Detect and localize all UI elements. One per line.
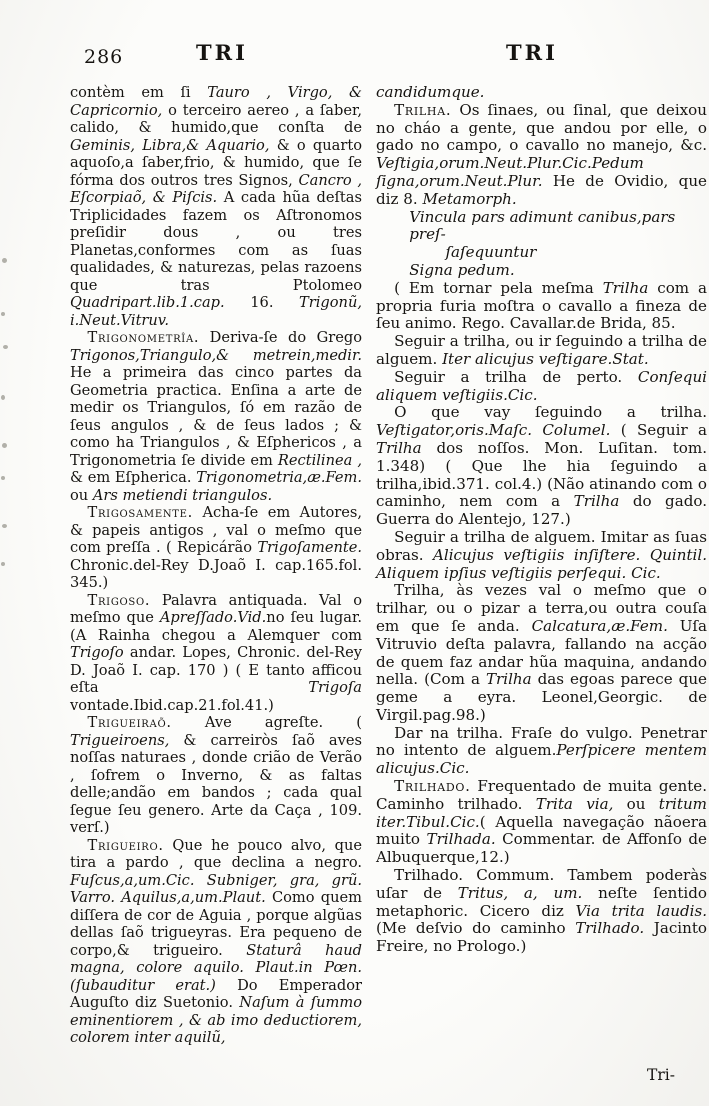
- body-text: Trilha, às vezes val o meſmo que o trilhar, ou o pizar a terra,ou outra couſa em que ſe anda.: [376, 581, 707, 635]
- body-text: & em Eſpherica.: [70, 469, 197, 486]
- body-text: contèm em ſi: [70, 84, 208, 101]
- latin-citation: Iter alicujus veſtigare.Stat.: [442, 349, 649, 368]
- body-text: do gado. Guerra do Alentejo, 127.): [376, 492, 707, 529]
- column-left: [70, 84, 362, 1047]
- body-text: Os ſinaes, ou ſinal, que deixou no cháo a gente, que andou por elle, o gado no campo, o cavallo no manejo, &c.: [376, 100, 707, 155]
- page-number: 286: [84, 46, 124, 68]
- latin-citation: Calcatura,æ.Fem.: [531, 616, 668, 635]
- latin-citation: Signa pedum.: [409, 260, 515, 279]
- latin-citation: tritum iter.Tibul.Cic.: [376, 794, 707, 831]
- latin-citation: Tritus, a, um.: [457, 883, 583, 902]
- latin-citation: Trigoſo: [70, 644, 124, 661]
- latin-citation: Ars metiendi triangulos.: [92, 486, 273, 504]
- verse-line: [376, 209, 707, 245]
- paragraph: [376, 529, 707, 582]
- latin-citation: Trilha: [602, 278, 649, 297]
- running-head-left: TRI: [196, 40, 248, 65]
- body-text: (Me deſvio do caminho: [376, 919, 576, 938]
- paragraph: [376, 280, 707, 333]
- latin-citation: candidumque.: [376, 83, 485, 101]
- body-text: no ſeu lugar. (A Rainha chegou a Alemquer com: [70, 609, 362, 644]
- body-text: o terceiro aereo , a ſaber, calido, & humido,que conſta de: [70, 101, 362, 136]
- latin-citation: Via trita laudis.: [575, 901, 707, 920]
- scan-speck: [1, 312, 5, 316]
- body-text: Frequentado de muita gente. Caminho trilhado.: [376, 777, 707, 813]
- latin-citation: Vincula pars adimunt canibus,pars preſ-: [409, 207, 676, 244]
- latin-citation: Fuſcus,a,um.Cic. Subniger, gra, grũ. Varro. Aquilus,a,um.Plaut.: [70, 871, 362, 906]
- latin-citation: Apreſſado.Vid.: [159, 609, 267, 626]
- body-text: A cada hũa deſtas Triplicidades fazem os Aſtronomos preſidir dous , ou tres Planetas,conformes com as ſuas qualidades, & naturezas, pelas razoens que tras Ptolomeo: [70, 189, 362, 294]
- entry-headword: Trilha.: [394, 100, 452, 119]
- latin-citation: Trigonos,Triangulo,& metrein,medir.: [70, 346, 362, 364]
- body-text: Que he pouco alvo, que tira a pardo , que declina a negro.: [70, 836, 362, 871]
- latin-citation: Tauro , Virgo, & Capricornio,: [70, 84, 362, 119]
- latin-citation: Trita via,: [535, 794, 614, 813]
- entry-headword: Trigoso.: [87, 591, 151, 609]
- paragraph: [70, 592, 362, 715]
- latin-citation: Trilha: [376, 438, 422, 457]
- scan-speck: [2, 258, 7, 263]
- body-text: vontade.Ibid.cap.21.fol.41.): [70, 696, 274, 714]
- body-text: Palavra antiquada. Val o meſmo que: [70, 591, 362, 626]
- latin-citation: Conſequi aliquem veſtigiis.Cic.: [376, 367, 707, 404]
- body-text: neſte ſentido metaphoric. Cicero diz: [376, 883, 708, 920]
- entry-headword: Trigonometrîa.: [87, 329, 200, 346]
- body-text: Acha-ſe em Autores, & papeis antigos , val o meſmo que com preſſa . ( Repicárão: [70, 504, 362, 556]
- latin-citation: Trigueiroens,: [70, 731, 170, 749]
- column-right: [376, 84, 707, 1047]
- running-head-right: TRI: [506, 40, 558, 65]
- entry-headword: Trigueiro.: [87, 836, 164, 854]
- paragraph: [376, 404, 707, 529]
- verse-line: [376, 244, 707, 262]
- body-text: ou: [70, 486, 93, 504]
- scan-speck: [1, 476, 5, 480]
- latin-citation: Staturâ haud magna, colore aquilo. Plaut.in Pœn. (ſubauditur erat.): [70, 941, 362, 994]
- scan-speck: [1, 395, 5, 400]
- paragraph: [376, 369, 707, 405]
- body-text: ( Aquella navegação nãoera muito: [376, 812, 707, 849]
- body-text: He a primeira das cinco partes da Geometria practica. Enſina a arte de medir os Triangulos, ſó em razão de ſeus angulos , & de ſeus lados ; & como ha Triangulos , & Eſphericos , a Trigonometria ſe divide em: [70, 364, 362, 469]
- body-text: Seguir a trilha de perto.: [394, 367, 638, 386]
- body-text: Jacinto Freire, no Prologo.): [376, 919, 707, 956]
- entry-headword: Trigueiraõ.: [87, 714, 172, 731]
- latin-citation: Veſtigia,orum.Neut.Plur.Cic.Pedum ſigna,orum.Neut.Plur.: [376, 154, 644, 190]
- paragraph: [70, 504, 362, 592]
- paragraph: [70, 714, 362, 837]
- latin-citation: Veſtigator,oris.Maſc. Columel.: [376, 421, 611, 440]
- body-text: andar. Lopes, Chronic. del-Rey D. Joaõ I. cap. 170 ) ( E tanto afficou eſta: [70, 644, 362, 696]
- latin-citation: Trilha: [573, 492, 620, 511]
- latin-citation: Rectilinea ,: [277, 451, 362, 469]
- body-text: Seguir a trilha, ou ir ſeguindo a trilha de alguem.: [376, 332, 707, 368]
- paragraph: [376, 333, 707, 369]
- body-text: & carreiròs ſaõ aves noſſas naturaes , donde crião de Verão , ſofrem o Inverno, & as faltas delle;andão em bandos ; cada qual ſegue ſeu genero. Arte da Caça , 109. verſ.): [70, 731, 362, 836]
- body-text: com a propria furia moſtra o cavallo a fineza de ſeu animo. Rego. Cavallar.de Brida, 85.: [376, 278, 708, 333]
- body-text: 16.: [224, 294, 300, 311]
- latin-citation: Trilhada.: [426, 830, 496, 849]
- latin-citation: Geminis, Libra,& Aquario,: [70, 136, 270, 154]
- body-text: He de Ovidio, que diz 8.: [376, 171, 707, 208]
- latin-citation: Trigoſa: [308, 679, 362, 696]
- body-text: Chronic.del-Rey D.Joaõ I. cap.165.fol. 345.): [70, 556, 362, 591]
- latin-citation: Alicujus veſtigiis inſiſtere. Quintil. Aliquem ipſius veſtigiis perſequi. Cic.: [376, 545, 707, 582]
- latin-citation: Metamorph.: [422, 189, 517, 208]
- latin-citation: Naſum à ſummo eminentiorem , & ab imo deductiorem, colorem inter aquilũ,: [70, 994, 362, 1046]
- body-text: dos noſſos. Mon. Luſitan. tom. 1.348) ( Que lhe hia ſeguindo a trilha,ibid.371. col.4.) (Não atinando com o caminho, nem com a: [376, 438, 707, 511]
- scan-speck: [1, 562, 5, 566]
- latin-citation: Trigonometria,æ.Fem.: [196, 469, 362, 486]
- paragraph: [376, 778, 707, 867]
- verse-line: [376, 262, 707, 280]
- latin-citation: Cancro , Eſcorpiaõ, & Piſcis.: [70, 171, 363, 206]
- latin-citation: Trigonũ, i.Neut.Vitruv.: [70, 294, 362, 329]
- body-text: das egoas parece que geme a eyra. Leonel,Georgic. de Virgil.pag.98.): [376, 670, 707, 724]
- body-text: Do Emperador Auguſto diz Suetonio.: [70, 976, 362, 1011]
- latin-citation: Trigoſamente.: [257, 539, 362, 556]
- paragraph: [376, 84, 707, 102]
- verse-quotation: [376, 209, 707, 280]
- entry-headword: Trilhado.: [394, 777, 471, 796]
- paragraph: [376, 867, 707, 956]
- body-text: O que vay ſeguindo a trilha.: [394, 403, 707, 422]
- latin-citation: Trilha: [485, 670, 532, 689]
- latin-citation: Quadripart.lib.1.cap.: [70, 294, 225, 311]
- body-text: ( Seguir a: [610, 421, 707, 440]
- latin-citation: Trilhado.: [575, 919, 645, 938]
- scan-speck: [3, 345, 8, 349]
- catchword: Tri-: [647, 1066, 675, 1084]
- body-text: ( Em tornar pela meſma: [394, 278, 603, 297]
- paragraph: [376, 582, 707, 724]
- body-text: Deriva-ſe do Grego: [199, 329, 362, 346]
- latin-citation: ſaſequuntur: [445, 243, 537, 262]
- paragraph: [70, 837, 362, 1047]
- body-text: Seguir a trilha de alguem. Imitar as ſuas obras.: [376, 527, 707, 564]
- body-text: & o quarto aquoſo,a ſaber,frio, & humido, que ſe fórma dos outros tres Signos,: [70, 136, 362, 189]
- body-text: Trilhado. Commum. Tambem poderàs uſar de: [376, 866, 707, 902]
- scan-speck: [2, 443, 7, 448]
- body-text: Uſa Vitruvio deſta palavra, fallando na acção de quem faz andar hũa maquina, andando nella. (Com a: [376, 616, 708, 689]
- body-text: Commentar. de Affonſo de Albuquerque,12.): [376, 830, 707, 867]
- paragraph: [70, 84, 362, 329]
- paragraph: [70, 329, 362, 504]
- paragraph: [376, 725, 707, 778]
- body-text: Ave agreſte. (: [171, 714, 362, 731]
- body-text: Como quem diſſera de cor de Aguia , porque algũas dellas ſaõ trigueyras. Era pequeno de corpo,& trigueiro.: [70, 889, 362, 959]
- entry-headword: Trigosamente.: [87, 504, 193, 521]
- text-columns: [70, 84, 707, 1047]
- latin-citation: Perſpicere mentem alicujus.Cic.: [376, 741, 708, 778]
- paragraph: [376, 102, 707, 209]
- body-text: Dar na trilha. Fraſe do vulgo. Penetrar no intento de alguem.: [376, 723, 707, 760]
- scan-speck: [2, 524, 7, 528]
- body-text: ou: [613, 794, 659, 813]
